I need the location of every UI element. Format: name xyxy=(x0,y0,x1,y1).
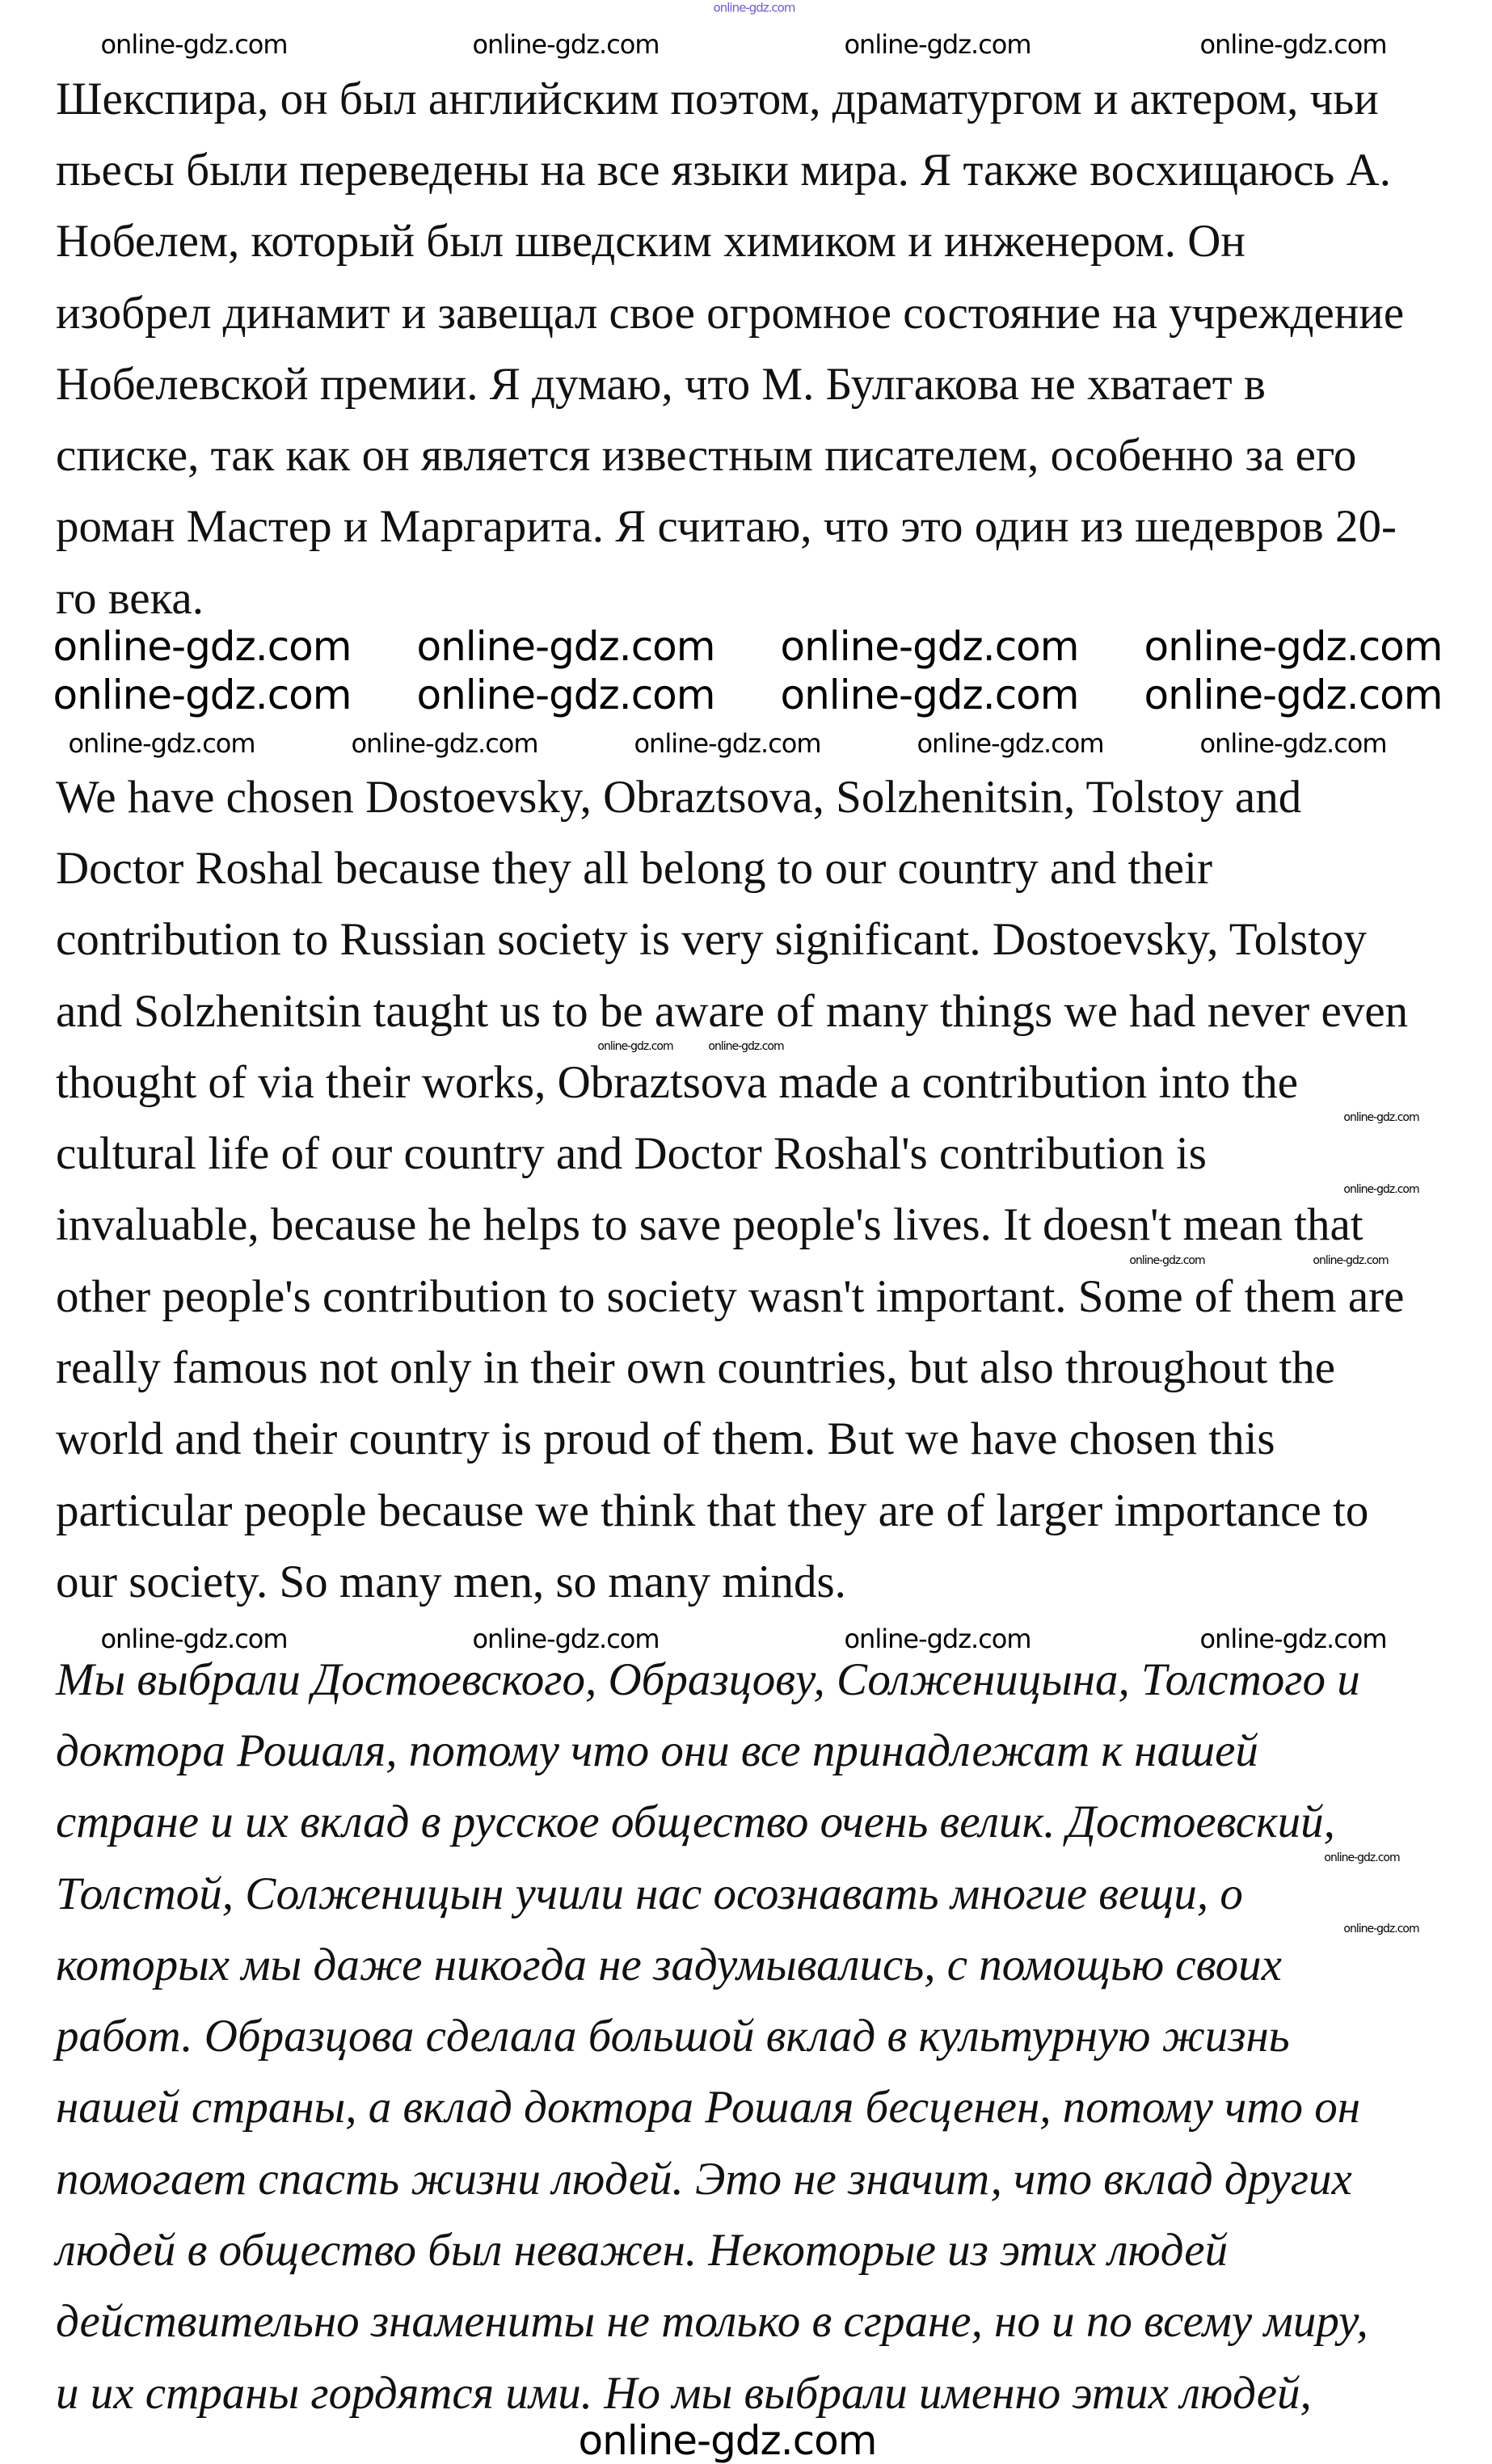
watermark: online-gdz.com xyxy=(53,623,352,670)
text-line: помогает спасть жизни людей. Это не значит, что вклад других xyxy=(56,2153,1352,2205)
watermark: online-gdz.com xyxy=(100,1624,288,1654)
watermark: online-gdz.com xyxy=(713,0,795,15)
text-line: людей в общество был неважен. Некоторые из этих людей xyxy=(56,2225,1229,2276)
watermark: online-gdz.com xyxy=(1199,29,1387,60)
watermark: online-gdz.com xyxy=(1343,1111,1419,1124)
text-line: нашей страны, а вклад доктора Рошаля бесценен, потому что он xyxy=(56,2082,1361,2133)
text-line: world and their country is proud of them. But we have chosen this xyxy=(56,1413,1275,1465)
text-line: Мы выбрали Достоевского, Образцову, Солженицына, Толстого и xyxy=(56,1653,1360,1705)
watermark: online-gdz.com xyxy=(634,728,821,759)
watermark: online-gdz.com xyxy=(708,1040,784,1053)
text-line: работ. Образцова сделала большой вклад в культурную жизнь xyxy=(56,2011,1290,2062)
watermark: online-gdz.com xyxy=(53,672,352,718)
watermark: online-gdz.com xyxy=(472,1624,660,1654)
text-line: really famous not only in their own countries, but also throughout the xyxy=(56,1342,1336,1393)
text-line: our society. So many men, so many minds. xyxy=(56,1556,846,1607)
watermark: online-gdz.com xyxy=(416,623,715,670)
text-line: Нобелем, который был шведским химиком и инженером. Он xyxy=(56,216,1245,267)
watermark: online-gdz.com xyxy=(917,728,1104,759)
watermark: online-gdz.com xyxy=(1343,1183,1419,1196)
text-line: invaluable, because he helps to save people's lives. It doesn't mean that xyxy=(56,1199,1363,1251)
watermark: online-gdz.com xyxy=(780,623,1079,670)
watermark: online-gdz.com xyxy=(1144,623,1443,670)
watermark: online-gdz.com xyxy=(1313,1254,1389,1267)
text-line: пьесы были переведены на все языки мира. Я также восхищаюсь А. xyxy=(56,144,1391,196)
text-line: contribution to Russian society is very significant. Dostoevsky, Tolstoy xyxy=(56,914,1367,966)
watermark: online-gdz.com xyxy=(351,728,538,759)
text-line: стране и их вклад в русское общество очень велик. Достоевский, xyxy=(56,1796,1335,1848)
text-line: Толстой, Солженицын учили нас осознавать многие вещи, о xyxy=(56,1868,1243,1919)
text-line: cultural life of our country and Doctor Roshal's contribution is xyxy=(56,1128,1207,1180)
text-line: которых мы даже никогда не задумывались, с помощью своих xyxy=(56,1939,1282,1990)
text-line: particular people because we think that they are of larger importance to xyxy=(56,1485,1369,1536)
watermark: online-gdz.com xyxy=(1144,672,1443,718)
text-line: Шекспира, он был английским поэтом, драматургом и актером, чьи xyxy=(56,73,1379,124)
watermark: online-gdz.com xyxy=(844,29,1031,60)
text-line: We have chosen Dostoevsky, Obraztsova, Solzhenitsin, Tolstoy and xyxy=(56,771,1302,823)
text-line: действительно знамениты не только в сгране, но и по всему миру, xyxy=(56,2296,1368,2348)
text-line: thought of via their works, Obraztsova made a contribution into the xyxy=(56,1056,1299,1108)
text-line: и их страны гордятся ими. Но мы выбрали именно этих людей, xyxy=(56,2367,1312,2419)
text-line: роман Мастер и Маргарита. Я считаю, что это один из шедевров 20- xyxy=(56,501,1397,553)
watermark: online-gdz.com xyxy=(1199,728,1387,759)
watermark: online-gdz.com xyxy=(1199,1624,1387,1654)
text-line: Нобелевской премии. Я думаю, что М. Булгакова не хватает в xyxy=(56,358,1266,410)
watermark: online-gdz.com xyxy=(472,29,660,60)
text-line: Doctor Roshal because they all belong to our country and their xyxy=(56,842,1212,894)
text-line: списке, так как он является известным писателем, особенно за его xyxy=(56,430,1357,482)
watermark: online-gdz.com xyxy=(1343,1923,1419,1935)
watermark: online-gdz.com xyxy=(844,1624,1031,1654)
text-line: изобрел динамит и завещал свое огромное состояние на учреждение xyxy=(56,287,1405,339)
watermark: online-gdz.com xyxy=(1129,1254,1205,1267)
watermark: online-gdz.com xyxy=(100,29,288,60)
watermark: online-gdz.com xyxy=(68,728,255,759)
watermark: online-gdz.com xyxy=(780,672,1079,718)
watermark: online-gdz.com xyxy=(597,1040,673,1053)
text-line: го века. xyxy=(56,572,204,624)
text-line: and Solzhenitsin taught us to be aware of many things we had never even xyxy=(56,985,1409,1037)
watermark: online-gdz.com xyxy=(578,2417,877,2464)
watermark: online-gdz.com xyxy=(1324,1851,1400,1864)
text-line: other people's contribution to society wasn't important. Some of them are xyxy=(56,1270,1405,1322)
text-line: доктора Рошаля, потому что они все принадлежат к нашей xyxy=(56,1725,1258,1776)
watermark: online-gdz.com xyxy=(416,672,715,718)
